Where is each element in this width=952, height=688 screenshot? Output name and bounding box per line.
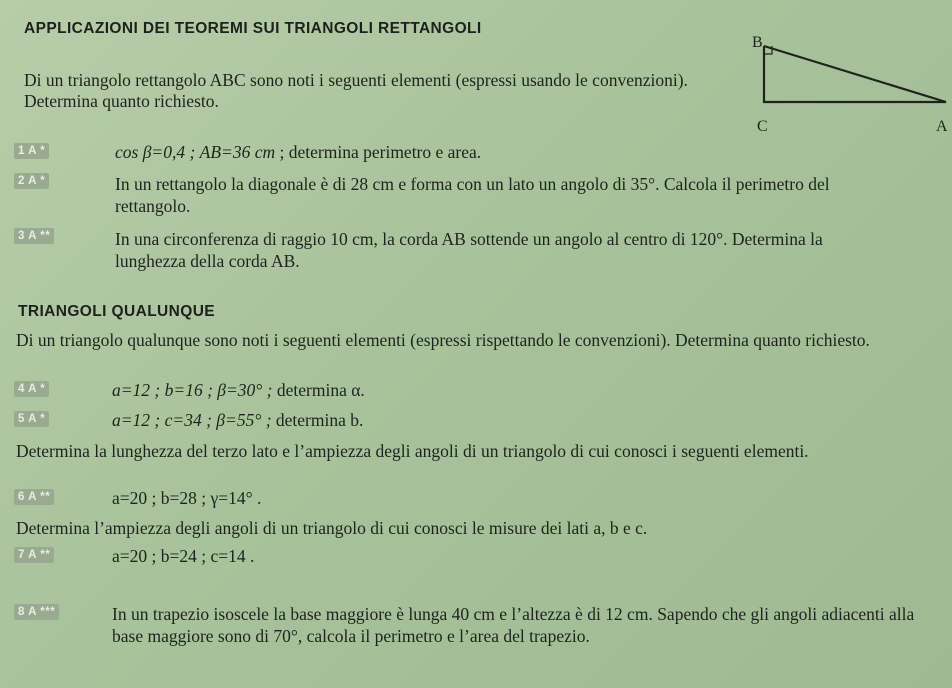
exercise-4 <box>112 379 365 401</box>
exercise-badge-2: 2 A * <box>14 173 49 189</box>
exercise-4-text: determina α. <box>276 380 365 400</box>
vertex-label-a: A <box>936 118 948 135</box>
exercise-2-text: In un rettangolo la diagonale è di 28 cm e forma con un lato un angolo di 35°. Calcola il perimetro del rettangolo. <box>115 174 830 216</box>
exercise-badge-7: 7 A ** <box>14 547 54 563</box>
vertex-label-b: B <box>752 34 763 51</box>
section-intro-right-triangles: Di un triangolo rettangolo ABC sono noti i seguenti elementi (espressi usando le convenzioni). Determina quanto richiesto. <box>24 70 688 111</box>
exercise-6-math: a=20 ; b=28 ; γ=14° . <box>112 488 262 508</box>
exercise-1 <box>115 141 481 163</box>
exercise-4-math: a=12 ; b=16 ; β=30° ; <box>112 380 273 400</box>
instruction-angles: Determina l’ampiezza degli angoli di un triangolo di cui conosci le misure dei lati a, b e c. <box>16 518 648 538</box>
exercise-badge-6: 6 A ** <box>14 489 54 505</box>
vertex-label-c: C <box>757 118 768 135</box>
instruction-third-side: Determina la lunghezza del terzo lato e l’ampiezza degli angoli di un triangolo di cui conosci i seguenti elementi. <box>16 441 809 461</box>
exercise-1-text: ; determina perimetro e area. <box>279 142 482 162</box>
exercise-5 <box>112 409 363 431</box>
right-triangle-figure <box>740 30 950 140</box>
exercise-badge-8: 8 A *** <box>14 604 59 620</box>
section-intro-general-triangles: Di un triangolo qualunque sono noti i seguenti elementi (espressi rispettando le convenzioni). Determina quanto richiesto. <box>16 330 870 350</box>
exercise-badge-3: 3 A ** <box>14 228 54 244</box>
section-title-general-triangles: TRIANGOLI QUALUNQUE <box>18 303 216 320</box>
exercise-badge-5: 5 A * <box>14 411 49 427</box>
exercise-5-text: determina b. <box>275 410 364 430</box>
exercise-badge-1: 1 A * <box>14 143 49 159</box>
exercise-3-text: In una circonferenza di raggio 10 cm, la corda AB sottende un angolo al centro di 120°. Determina la lunghezza della corda AB. <box>115 229 823 271</box>
exercise-7-math: a=20 ; b=24 ; c=14 . <box>112 546 255 566</box>
exercise-1-math: cos β=0,4 ; AB=36 cm <box>115 142 276 162</box>
triangle-outline <box>764 46 946 102</box>
exercise-badge-4: 4 A * <box>14 381 49 397</box>
exercise-8-text: In un trapezio isoscele la base maggiore è lunga 40 cm e l’altezza è di 12 cm. Sapendo che gli angoli adiacenti alla base maggiore sono di 70°, calcola il perimetro e l’area del trapezio. <box>112 604 915 646</box>
exercise-5-math: a=12 ; c=34 ; β=55° ; <box>112 410 272 430</box>
section-title-right-triangles: APPLICAZIONI DEI TEOREMI SUI TRIANGOLI RETTANGOLI <box>24 20 482 37</box>
